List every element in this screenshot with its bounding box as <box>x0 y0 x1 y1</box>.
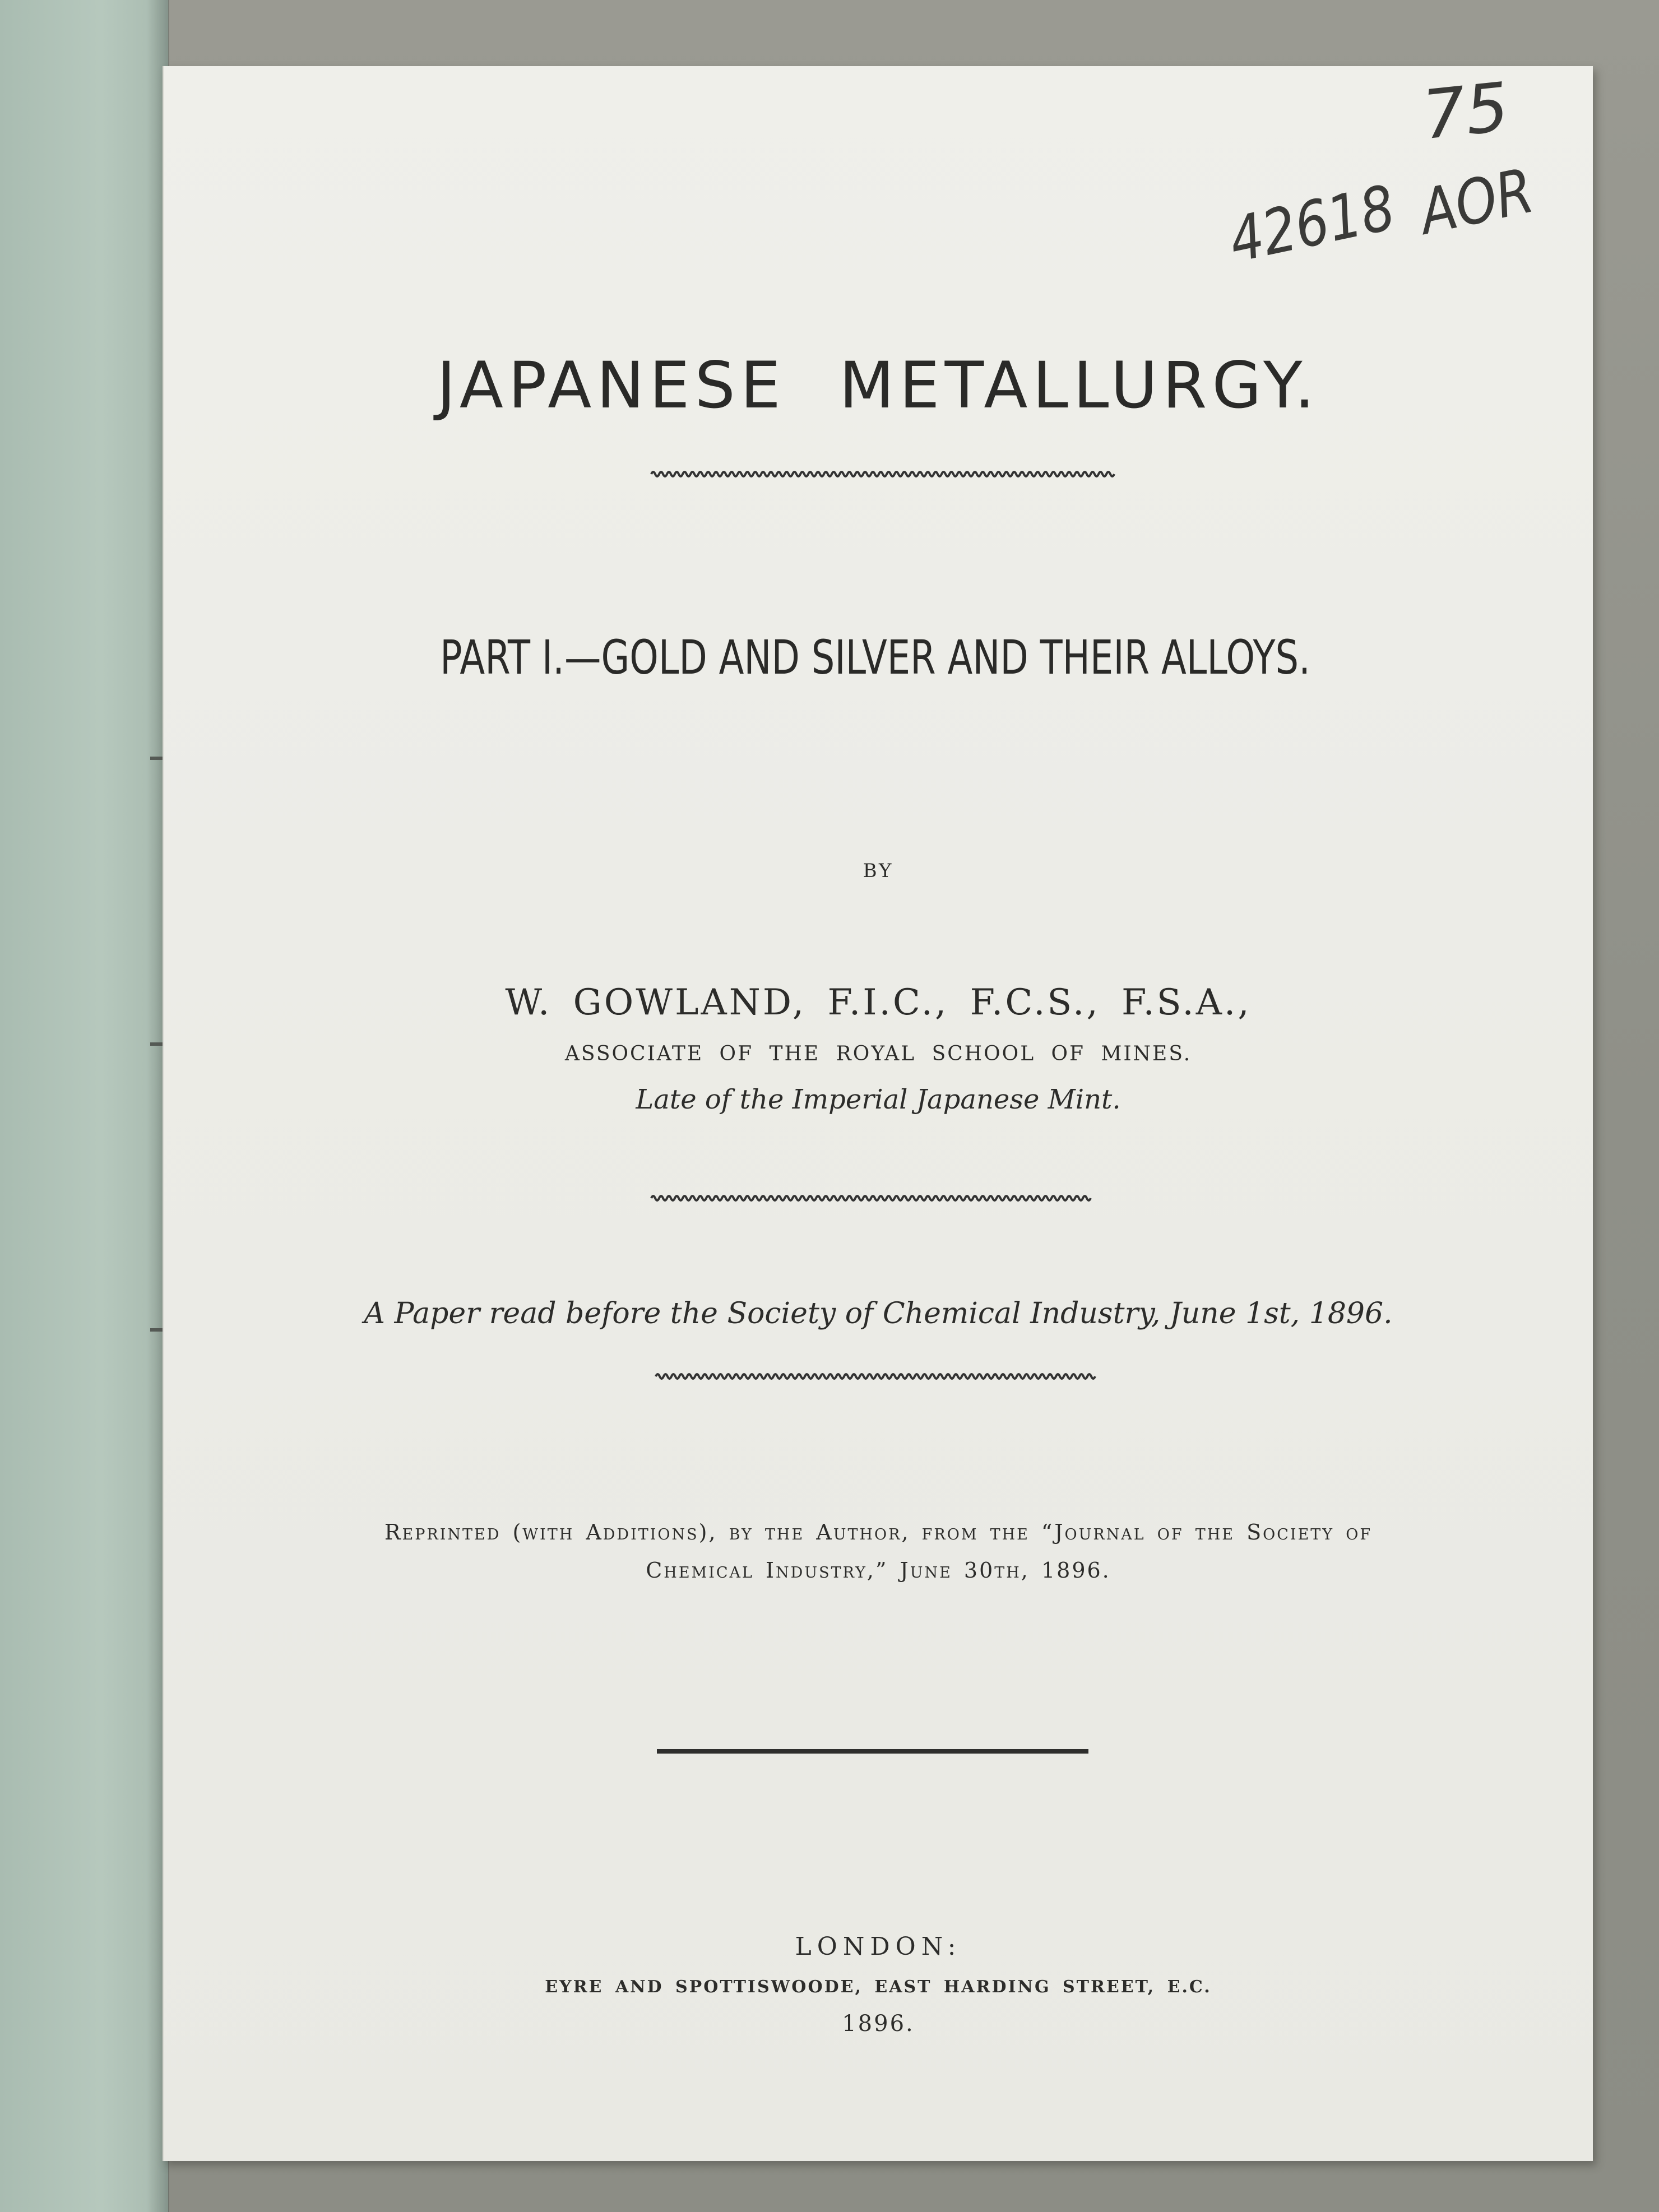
solid-rule <box>657 1749 1088 1754</box>
imprint-printer: EYRE AND SPOTTISWOODE, EAST HARDING STREET, E.C. <box>545 1977 1212 1997</box>
handwritten-code: AOR <box>1414 154 1540 249</box>
reprint-note-line1: Reprinted (with Additions), by the Author, from the “Journal of the Society of <box>384 1520 1373 1545</box>
wavy-rule-upper <box>651 1191 1088 1205</box>
part-heading: PART I.—GOLD AND SILVER AND THEIR ALLOYS. <box>440 630 1310 685</box>
imprint-year: 1896. <box>842 2011 915 2037</box>
wavy-rule-lower <box>656 1370 1088 1383</box>
by-line: BY <box>863 860 894 882</box>
author-affiliation: ASSOCIATE OF THE ROYAL SCHOOL OF MINES. <box>564 1042 1192 1065</box>
handwritten-number: 42618 <box>1223 171 1401 277</box>
author-name: W. GOWLAND, F.I.C., F.C.S., F.S.A., <box>505 982 1252 1023</box>
paper-note: A Paper read before the Society of Chemical Industry, June 1st, 1896. <box>364 1297 1393 1330</box>
author-former-position: Late of the Imperial Japanese Mint. <box>636 1084 1121 1115</box>
green-cover <box>0 0 168 2212</box>
wavy-rule-top <box>651 467 1111 481</box>
page-title: JAPANESE METALLURGY. <box>437 348 1320 423</box>
imprint-city: LONDON: <box>795 1932 962 1961</box>
handwritten-price: 75 <box>1419 68 1513 155</box>
title-page <box>163 66 1593 2161</box>
reprint-note-line2: Chemical Industry,” June 30th, 1896. <box>646 1558 1111 1583</box>
